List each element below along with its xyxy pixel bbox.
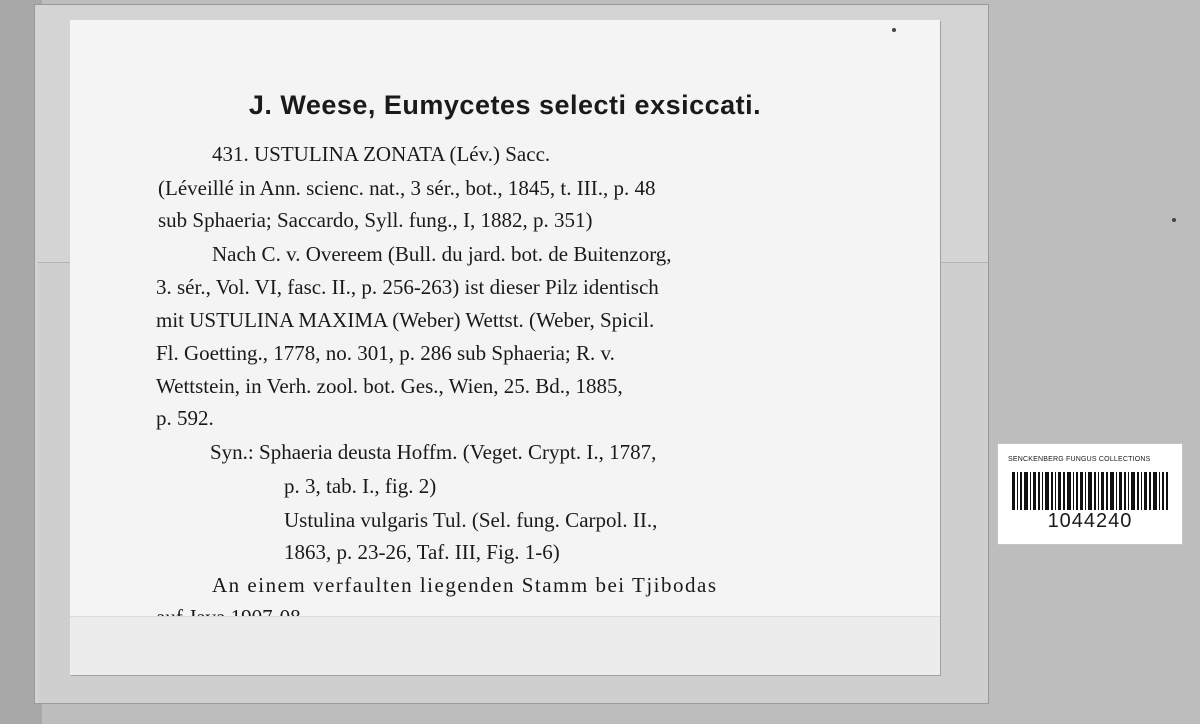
note-line-4: Fl. Goetting., 1778, no. 301, p. 286 sub Sphaeria; R. v. <box>156 341 615 365</box>
locality-line-1: An einem verfaulten liegenden Stamm bei Tjibodas <box>212 573 718 597</box>
note-line-6: p. 592. <box>156 406 214 430</box>
synonym-line-1: Syn.: Sphaeria deusta Hoffm. (Veget. Crypt. I., 1787, <box>210 440 657 464</box>
dust-speck <box>892 28 896 32</box>
synonym-line-3: Ustulina vulgaris Tul. (Sel. fung. Carpol. II., <box>284 508 658 532</box>
species-heading: 431. USTULINA ZONATA (Lév.) Sacc. <box>212 142 551 166</box>
citation-line-2: sub Sphaeria; Saccardo, Syll. fung., I, 1882, p. 351) <box>158 208 593 232</box>
herbarium-label <box>70 20 940 675</box>
barcode-header: SENCKENBERG FUNGUS COLLECTIONS <box>1008 456 1151 463</box>
synonym-line-4: 1863, p. 23-26, Taf. III, Fig. 1-6) <box>284 540 560 564</box>
dust-speck <box>1172 218 1176 222</box>
note-line-2: 3. sér., Vol. VI, fasc. II., p. 256-263) ist dieser Pilz identisch <box>156 275 659 299</box>
barcode-number: 1044240 <box>1047 510 1133 532</box>
label-title: J. Weese, Eumycetes selecti exsiccati. <box>248 90 762 120</box>
note-line-5: Wettstein, in Verh. zool. bot. Ges., Wien, 25. Bd., 1885, <box>156 374 623 398</box>
barcode-bars <box>1012 472 1168 510</box>
label-bottom-band <box>70 616 940 675</box>
synonym-line-2: p. 3, tab. I., fig. 2) <box>284 474 437 498</box>
note-line-1: Nach C. v. Overeem (Bull. du jard. bot. de Buitenzorg, <box>212 242 672 266</box>
citation-line-1: (Léveillé in Ann. scienc. nat., 3 sér., bot., 1845, t. III., p. 48 <box>158 176 656 200</box>
note-line-3: mit USTULINA MAXIMA (Weber) Wettst. (Weber, Spicil. <box>156 308 655 332</box>
barcode-tag <box>997 443 1183 545</box>
